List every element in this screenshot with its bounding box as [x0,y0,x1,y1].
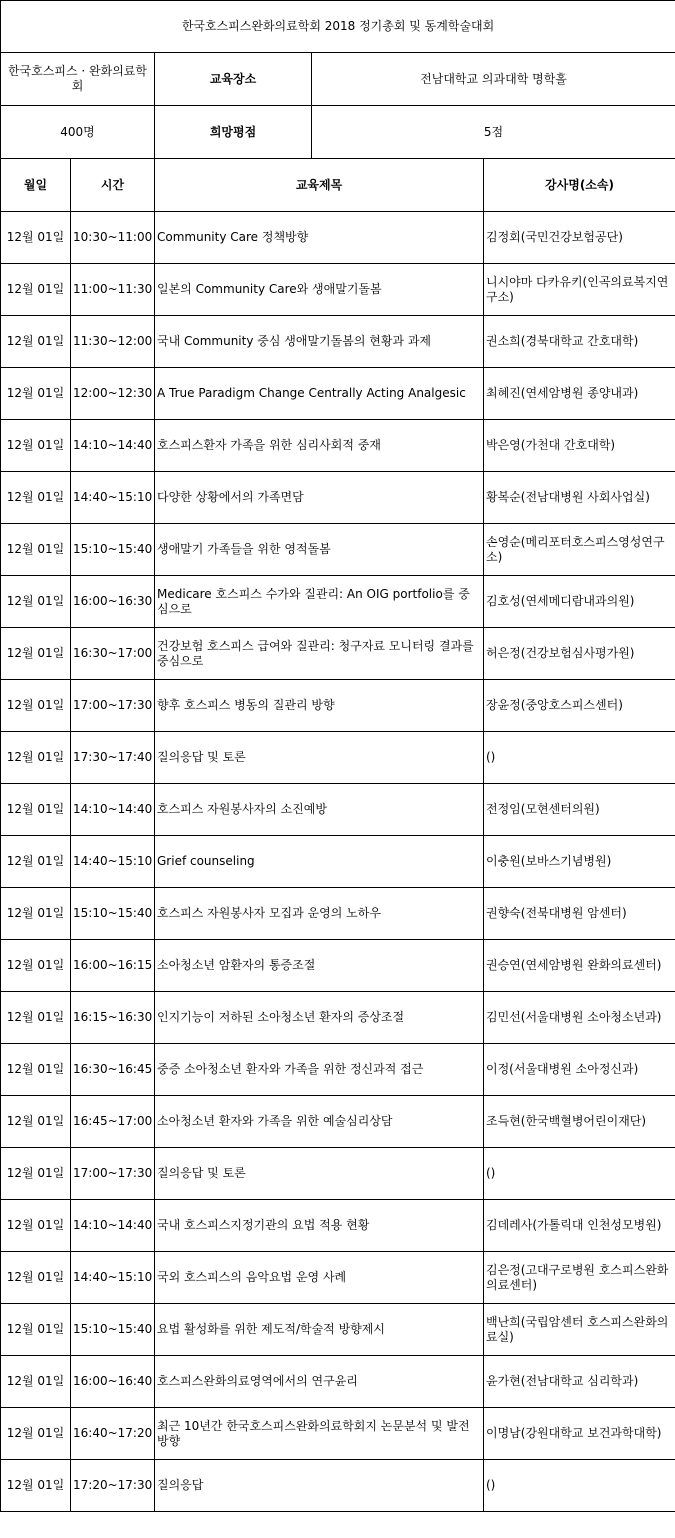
row-date: 12월 01일 [1,1096,71,1148]
row-lecturer: 장윤정(중앙호스피스센터) [484,680,675,732]
row-date: 12월 01일 [1,732,71,784]
capacity-cell: 400명 [1,106,155,159]
row-lecturer: 박은영(가천대 간호대학) [484,420,675,472]
row-date: 12월 01일 [1,524,71,576]
row-subject: Grief counseling [155,836,484,888]
row-subject: 중증 소아청소년 환자와 가족을 위한 정신과적 접근 [155,1044,484,1096]
header-row [1,159,675,212]
row-date: 12월 01일 [1,1252,71,1304]
row-time: 15:10~15:40 [71,1304,155,1356]
table-row [1,1044,675,1096]
row-lecturer: 니시야마 다카유키(인곡의료복지연구소) [484,264,675,316]
row-lecturer: 김정회(국민건강보험공단) [484,212,675,264]
row-lecturer: () [484,1460,675,1512]
row-lecturer: 조득현(한국백혈병어린이재단) [484,1096,675,1148]
row-subject: 최근 10년간 한국호스피스완화의료학회지 논문분석 및 발전방향 [155,1408,484,1460]
place-value: 전남대학교 의과대학 명학홀 [420,71,567,86]
row-date: 12월 01일 [1,1304,71,1356]
row-date: 12월 01일 [1,576,71,628]
row-subject: 인지기능이 저하된 소아청소년 환자의 증상조절 [155,992,484,1044]
row-time: 11:30~12:00 [71,316,155,368]
row-time: 14:10~14:40 [71,420,155,472]
row-subject: 향후 호스피스 병동의 질관리 방향 [155,680,484,732]
row-time: 17:20~17:30 [71,1460,155,1512]
row-date: 12월 01일 [1,888,71,940]
page-title: 한국호스피스완화의료학회 2018 정기총회 및 동계학술대회 [1,1,675,53]
row-lecturer: 황복순(전남대병원 사회사업실) [484,472,675,524]
row-lecturer: 김은정(고대구로병원 호스피스완화의료센터) [484,1252,675,1304]
score-label: 희망평점 [155,106,312,158]
title-row [1,1,675,53]
table-row [1,836,675,888]
table-row [1,680,675,732]
row-time: 12:00~12:30 [71,368,155,420]
row-time: 17:00~17:30 [71,1148,155,1200]
row-date: 12월 01일 [1,784,71,836]
score-value: 5점 [483,124,504,139]
table-row [1,732,675,784]
row-time: 17:00~17:30 [71,680,155,732]
row-time: 16:15~16:30 [71,992,155,1044]
row-lecturer: 손영순(메리포터호스피스영성연구소) [484,524,675,576]
table-row [1,1408,675,1460]
score-group [155,106,675,159]
row-lecturer: 이충원(보바스기념병원) [484,836,675,888]
place-group [155,53,675,106]
row-subject: 국외 호스피스의 음악요법 운영 사례 [155,1252,484,1304]
row-time: 16:00~16:30 [71,576,155,628]
row-date: 12월 01일 [1,1148,71,1200]
row-lecturer: 백난희(국립암센터 호스피스완화의료실) [484,1304,675,1356]
table-row [1,1304,675,1356]
row-time: 14:40~15:10 [71,1252,155,1304]
info-row-score [1,106,675,159]
row-date: 12월 01일 [1,680,71,732]
row-date: 12월 01일 [1,1044,71,1096]
row-date: 12월 01일 [1,264,71,316]
row-time: 14:10~14:40 [71,784,155,836]
table-row [1,1460,675,1512]
table-row [1,524,675,576]
row-subject: 국내 호스피스지정기관의 요법 적용 현황 [155,1200,484,1252]
table-row [1,264,675,316]
row-subject: 호스피스 자원봉사자의 소진예방 [155,784,484,836]
row-date: 12월 01일 [1,1408,71,1460]
row-date: 12월 01일 [1,940,71,992]
row-subject: 다양한 상황에서의 가족면담 [155,472,484,524]
row-time: 16:40~17:20 [71,1408,155,1460]
row-time: 14:10~14:40 [71,1200,155,1252]
table-row [1,576,675,628]
row-subject: 요법 활성화를 위한 제도적/학술적 방향제시 [155,1304,484,1356]
row-lecturer: 윤가현(전남대학교 심리학과) [484,1356,675,1408]
info-row-place [1,53,675,106]
header-date: 월일 [1,159,71,212]
row-subject: 소아청소년 암환자의 통증조절 [155,940,484,992]
row-time: 16:45~17:00 [71,1096,155,1148]
table-row [1,1356,675,1408]
row-subject: 질의응답 및 토론 [155,732,484,784]
row-lecturer: 김데레사(가톨릭대 인천성모병원) [484,1200,675,1252]
row-time: 14:40~15:10 [71,836,155,888]
row-time: 16:30~16:45 [71,1044,155,1096]
row-subject: A True Paradigm Change Centrally Acting Analgesic [155,368,484,420]
row-lecturer: 이정(서울대병원 소아정신과) [484,1044,675,1096]
table-row [1,212,675,264]
table-row [1,420,675,472]
row-lecturer: () [484,1148,675,1200]
row-subject: 호스피스 자원봉사자 모집과 운영의 노하우 [155,888,484,940]
table-row [1,1252,675,1304]
row-lecturer: 전정임(모현센터의원) [484,784,675,836]
organizer-cell: 한국호스피스 · 완화의료학회 [1,53,155,106]
row-lecturer: 권승연(연세암병원 완화의료센터) [484,940,675,992]
row-subject: 일본의 Community Care와 생애말기돌봄 [155,264,484,316]
row-time: 15:10~15:40 [71,524,155,576]
table-row [1,316,675,368]
row-time: 15:10~15:40 [71,888,155,940]
row-date: 12월 01일 [1,1200,71,1252]
table-row [1,628,675,680]
table-row [1,940,675,992]
row-date: 12월 01일 [1,420,71,472]
table-row [1,784,675,836]
row-subject: 소아청소년 환자와 가족을 위한 예술심리상담 [155,1096,484,1148]
row-date: 12월 01일 [1,1460,71,1512]
table-row [1,992,675,1044]
row-lecturer: 권향숙(전북대병원 암센터) [484,888,675,940]
row-time: 10:30~11:00 [71,212,155,264]
row-lecturer: 김호성(연세메디람내과의원) [484,576,675,628]
row-date: 12월 01일 [1,472,71,524]
row-lecturer: 권소희(경북대학교 간호대학) [484,316,675,368]
row-date: 12월 01일 [1,368,71,420]
row-date: 12월 01일 [1,992,71,1044]
row-time: 14:40~15:10 [71,472,155,524]
row-time: 17:30~17:40 [71,732,155,784]
header-subject: 교육제목 [155,159,484,212]
row-subject: Medicare 호스피스 수가와 질관리: An OIG portfolio를 중심으로 [155,576,484,628]
header-lecturer: 강사명(소속) [484,159,675,212]
row-date: 12월 01일 [1,1356,71,1408]
table-row [1,368,675,420]
row-subject: 호스피스환자 가족을 위한 심리사회적 중재 [155,420,484,472]
row-subject: 호스피스완화의료영역에서의 연구윤리 [155,1356,484,1408]
row-date: 12월 01일 [1,628,71,680]
row-time: 16:00~16:15 [71,940,155,992]
row-lecturer: () [484,732,675,784]
row-subject: 질의응답 및 토론 [155,1148,484,1200]
table-row [1,1096,675,1148]
table-row [1,1200,675,1252]
table-row [1,888,675,940]
row-lecturer: 김민선(서울대병원 소아청소년과) [484,992,675,1044]
row-subject: Community Care 정책방향 [155,212,484,264]
row-date: 12월 01일 [1,836,71,888]
row-subject: 질의응답 [155,1460,484,1512]
row-subject: 건강보험 호스피스 급여와 질관리: 청구자료 모니터링 결과를 중심으로 [155,628,484,680]
row-lecturer: 허은정(건강보험심사평가원) [484,628,675,680]
table-row [1,1148,675,1200]
row-lecturer: 최혜진(연세암병원 종양내과) [484,368,675,420]
place-label: 교육장소 [155,53,312,105]
row-time: 11:00~11:30 [71,264,155,316]
row-date: 12월 01일 [1,316,71,368]
row-subject: 생애말기 가족들을 위한 영적돌봄 [155,524,484,576]
table-row [1,472,675,524]
row-date: 12월 01일 [1,212,71,264]
row-time: 16:30~17:00 [71,628,155,680]
row-subject: 국내 Community 중심 생애말기돌봄의 현황과 과제 [155,316,484,368]
header-time: 시간 [71,159,155,212]
row-lecturer: 이명남(강원대학교 보건과학대학) [484,1408,675,1460]
row-time: 16:00~16:40 [71,1356,155,1408]
